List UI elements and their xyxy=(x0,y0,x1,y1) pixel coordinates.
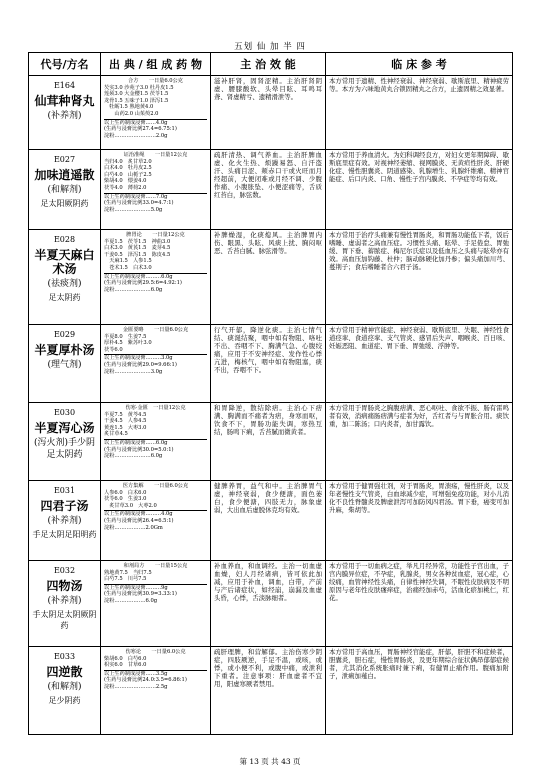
formula-category: (和解剂) xyxy=(47,185,82,195)
ingredient-line: 枳实6.0 甘草6.0 xyxy=(104,662,147,669)
prep-line: 以上生药制成浸膏……7.0g xyxy=(104,193,168,200)
cell-code-name xyxy=(29,403,101,481)
ingredient-line: 山药2.0 山茱萸2.0 xyxy=(104,110,159,117)
cell-code-name xyxy=(29,150,101,230)
prep-line: 淀粉…………………6.0g xyxy=(104,453,163,460)
cell-clinical: 本方常用于健胃强壮剂，对于胃肠炎，胃溃疡，慢性肝炎，以及年老慢性支气管炎，白血球减少症，可增强免疫功能，对小儿消化不良性脊髓炎及脾虚泄泻可加防风四君汤。胃下垂，癌变可加升麻，柴胡等。 xyxy=(326,481,513,561)
cell-clinical: 本方常用于胃肠炎之胸腹痞满、恶心呕吐、食欲不振、肠有雷鸣者有效，消病痛肠痞满与症者为好，舌红者与与胃胀合用。痰饮重，加二陈汤；口内炎者，加甘露饮。 xyxy=(326,403,513,481)
formula-meridian: 足太阴药 xyxy=(48,293,81,302)
page-footer: 第 13 页 共 43 页 xyxy=(239,757,301,766)
prep-line: 淀粉…………………5.0g xyxy=(104,206,163,213)
ingredient-line: 牡蛎1.5 熟地黄4.0 xyxy=(104,104,154,111)
cell-function: 健脾养胃，益气和中。主治脾胃气虚，神经衰弱，食少便溏，面色萎白，食少便溏，四肢无力，脉象虚弱，大出血后虚脱休克均有效。 xyxy=(211,481,326,561)
cell-source xyxy=(101,325,211,403)
formula-category: (泻火剂)手少阴足太阴药 xyxy=(33,438,96,460)
table-row xyxy=(29,150,513,230)
prep-line: (生药与浸膏比例24.0:3.5=6.86:1) xyxy=(104,677,187,684)
header-code: 代号/方名 xyxy=(29,53,101,76)
table-row xyxy=(29,481,513,561)
source-title: 合方 一日量6.0公克 xyxy=(128,78,183,84)
ingredient-line: 白术3.0 黄芪1.5 麦芽4.5 xyxy=(104,245,171,252)
prep-line: 淀粉…………………3.0g xyxy=(104,368,163,375)
formula-meridian: 手太阴足太阴厥阴药 xyxy=(32,610,97,630)
page-title: 五划 仙 加 半 四 xyxy=(234,42,306,52)
formula-category: (补养剂) xyxy=(47,596,82,606)
prep-line: (生药与浸膏比例29.5:6=4.92:1) xyxy=(104,280,182,287)
source-title: 和剂局方 一日量15公克 xyxy=(123,563,188,569)
cell-source xyxy=(101,561,211,647)
table-row xyxy=(29,76,513,150)
formula-code: E030 xyxy=(53,408,76,417)
source-title: 医方集解 一日量6.0公克 xyxy=(122,483,189,489)
cell-clinical: 本方常用于遗精、性神经衰弱、神经衰弱、歇斯底里、精神疲劳等。本方为六味地黄丸合锁固精丸之合方，止遗固精之效显著。 xyxy=(326,76,513,150)
formula-category: (和解剂) xyxy=(47,682,82,692)
ingredient-line: 龙骨1.5 五味子1.0 泽泻1.5 xyxy=(104,97,169,104)
ingredient-line: 炙甘草3.0 大枣2.0 xyxy=(104,502,157,509)
formula-name: 四君子汤 xyxy=(40,499,89,513)
formula-name: 半夏泻心汤 xyxy=(34,421,95,435)
formula-code: E032 xyxy=(53,566,76,575)
ingredient-line: 炙甘草4.5 xyxy=(104,431,128,438)
formula-category: (补养剂) xyxy=(47,516,82,526)
ingredient-line: 干姜0.5 泽泻1.5 陈皮4.5 xyxy=(104,251,171,258)
ingredient-line: 茯苓6.0 生姜3.0 xyxy=(104,496,147,503)
prep-line: 以上生药制成浸膏……3.5g xyxy=(104,670,168,677)
prep-line: 以上生药制成浸膏………6.0g xyxy=(104,273,173,280)
cell-function: 补脾燥湿，化痰熄风。主治脾胃内伤、眼黑、头眩、风痰上扰、胸闷呕恶、舌苔白腻、脉弦滑等。 xyxy=(211,230,326,325)
cell-clinical: 本方常用于一切血病之症，举凡月经异常，功能性子宫出血，子宫内膜异位症，不孕症，乳腺炎，男女各种贫血症，冠心症，心绞痛，血管神经性头痛，自律性神经失调，不眠性皮肤病及不明原因与老年性皮肤瘙痒症，治痛经加赤芍，活血化瘀加桃仁，红花。 xyxy=(326,561,513,647)
cell-source xyxy=(101,647,211,735)
ingredient-line: 莲须3.0 大金樱1.5 茯苓1.5 xyxy=(104,91,169,98)
prep-line: 淀粉………………6.0g xyxy=(104,597,158,604)
cell-code-name xyxy=(29,76,101,150)
ingredient-line: 熟地黄7.5 当归7.5 xyxy=(104,569,152,576)
formula-name: 加味逍遥散 xyxy=(34,168,95,182)
formula-name: 半夏厚朴汤 xyxy=(34,343,95,357)
ingredient-line: 茯苓4.0 薄荷2.0 xyxy=(104,184,147,191)
header-clinical: 临 床 参 考 xyxy=(326,53,513,76)
formula-code: E028 xyxy=(53,235,76,244)
ingredient-line: 茯苓6.0 xyxy=(104,346,123,353)
source-title: 脾胃论 一日量12公克 xyxy=(126,232,185,238)
prep-line: 淀粉……………………2.5g xyxy=(104,683,168,690)
table-row xyxy=(29,230,513,325)
prep-line: 以上生药制成浸膏………3.0g xyxy=(104,355,173,362)
formula-name: 四逆散 xyxy=(46,665,83,679)
prep-line: 以上生药制成浸膏……4.0g xyxy=(104,119,168,126)
cell-code-name xyxy=(29,325,101,403)
cell-code-name xyxy=(29,481,101,561)
source-title: 伤寒论 一日量6.0公克 xyxy=(125,649,186,655)
ingredient-line: 白术4.0 牡丹皮2.5 xyxy=(104,165,152,172)
ingredient-line: 苍术1.5 白术3.0 xyxy=(104,264,152,271)
ingredient-line: 人参6.0 白术6.0 xyxy=(104,489,147,496)
cell-source xyxy=(101,76,211,150)
cell-source xyxy=(101,150,211,230)
cell-code-name xyxy=(29,230,101,325)
header-function: 主 治 效 能 xyxy=(211,53,326,76)
source-title: 证治准绳 一日量12公克 xyxy=(123,152,188,158)
formula-code: E031 xyxy=(53,486,76,495)
prep-line: (生药与浸膏比例33.0=4.7:1) xyxy=(104,200,174,207)
cell-function: 滋补肝肾，固肾涩精。主治肝肾阴虚、腰膝酸软、头晕目眩、耳鸣耳聋、肾虚精亏、遗精滑泄等。 xyxy=(211,76,326,150)
formula-code: E027 xyxy=(53,155,76,164)
cell-function: 疏肝清热、调气养血。主治肝脾血虚、化火生热、烦躁易怒、自汗盗汗、头痛目涩、颊赤口干或火旺而月经超前，大便闭难或月经不调、少腹作痛、小腹胀坠、小便涩痛等，舌质红苔白，脉弦数。 xyxy=(211,150,326,230)
cell-function: 疏肝理脾，和营解郁。主治伤寒少阴症，四肢厥逆，手足不温，或咳，或悸，或小便不利，或腹中痛，或泄利下重者。注意事项：肝血虚者不宜用，阳虚寒厥者禁用。 xyxy=(211,647,326,735)
cell-clinical: 本方常用于精神官能症、神经衰弱、歇斯底里、失眠、神经性食道痉挛、食道痉挛、支气管炎、感冒后失声、咽喉炎、百日咳、妊娠恶阻、血道症、胃下垂、胃弛缓、浮肿等。 xyxy=(326,325,513,403)
formula-code: E029 xyxy=(53,330,76,339)
ingredient-line: 白芍4.0 山栀子2.5 xyxy=(104,171,152,178)
ingredient-line: 天麻1.5 人参1.5 xyxy=(104,258,152,265)
prep-line: (生药与浸膏比例30.9=3.33:1) xyxy=(104,591,177,598)
ingredient-line: 半夏7.5 黄芩4.5 xyxy=(104,411,147,418)
table-row xyxy=(29,325,513,403)
ingredient-line: 干姜4.5 人参4.5 xyxy=(104,418,147,425)
formula-table xyxy=(28,52,513,735)
ingredient-line: 半夏1.5 茯苓1.5 神曲3.0 xyxy=(104,238,171,245)
prep-line: 以上生药制成浸膏……6.0g xyxy=(104,439,168,446)
prep-line: 淀粉………………2.0Gm xyxy=(104,524,163,531)
formula-name: 四物汤 xyxy=(46,579,83,593)
prep-line: 以上生药制成浸膏………9g xyxy=(104,584,168,591)
source-title: 金匮要略 一日量6.0公克 xyxy=(122,327,189,333)
table-row xyxy=(29,403,513,481)
ingredient-line: 厚朴4.5 紫苏叶3.0 xyxy=(104,340,152,347)
cell-code-name xyxy=(29,647,101,735)
ingredient-line: 芡实3.0 沙苑子3.0 杜丹皮1.5 xyxy=(104,84,174,91)
prep-line: (生药与浸膏比例27.4=6.75:1) xyxy=(104,126,177,133)
cell-function: 行气开郁，降逆化痰。主治七情气结、痰涎结聚，咽中如有物阻、咯吐不出、吞咽不下、胸满气急、心腹绞痛，应用于不安神经症、发作性心悸亢进，梅核气，咽中如有物阻塞，痰不出，吞咽不下。 xyxy=(211,325,326,403)
prep-line: 淀粉……………………2.0g xyxy=(104,132,168,139)
table-header-row xyxy=(29,53,513,76)
cell-clinical: 本方常用于治疗头痛兼有慢性胃肠炎，和胃肠功能低下者，饭后嗜睡、虚弱者之高血压症。习惯性头痛、眩晕、手足倦怠、胃弛缓、胃下垂、蓄脓症、梅尼尔氏症以及低血压之头痛与眩晕亦有效。高血压加钩藤、杜仲；脑动脉硬化加丹参；偏头痛加川芎、蔓荆子；食后嗜睡者合六君子汤。 xyxy=(326,230,513,325)
header-source: 出 典 / 组 成 药 物 xyxy=(101,53,211,76)
table-row xyxy=(29,647,513,735)
ingredient-line: 柴胡6.0 白芍6.0 xyxy=(104,655,147,662)
formula-code: E033 xyxy=(53,652,76,661)
prep-line: (生药与浸膏比例30.0=5.0:1) xyxy=(104,446,174,453)
formula-meridian: 手足太阴足阳明药 xyxy=(32,530,97,539)
formula-code: E164 xyxy=(53,81,76,90)
table-row xyxy=(29,561,513,647)
formula-name: 半夏天麻白术汤 xyxy=(34,248,95,276)
cell-source xyxy=(101,481,211,561)
cell-source xyxy=(101,403,211,481)
formula-category: (理气剂) xyxy=(47,360,82,370)
formula-meridian: 足太阳厥阴药 xyxy=(40,199,89,208)
prep-line: 淀粉…………………6.0g xyxy=(104,286,163,293)
cell-clinical: 本方常用于高血压，胃肠神经官能症，肝郁，肝胆不和症候者，胆囊炎，胆石症，慢性胃肠炎，及更年期综合征状偶昂郁郁症候者，尤其消化系统胀痛时兼下痢，有健胃止痛作用。腹痛加附子，泄痢加薤白。 xyxy=(326,647,513,735)
cell-function: 和胃降逆，散结除痞。主治心下痞满、胸满而不痛者为痞，身寒而呕，饮食不下，胃肠功能失调，寒热互结，肠鸣下痢，舌苔腻而微黄者。 xyxy=(211,403,326,481)
ingredient-line: 半夏8.0 生姜7.5 xyxy=(104,333,147,340)
formula-meridian: 足少阴药 xyxy=(48,696,81,705)
formula-name: 仙茸种肾丸 xyxy=(34,94,95,108)
cell-function: 补血养血，和血调经。主治一切血虚血燥，妇人月经诸病，皆可依此加减，应用于补血，调血，白带，产前与产后诸症状，如经崩，崩漏及血虚头昏，心悸，舌淡脉细者。 xyxy=(211,561,326,647)
prep-line: (生药与浸膏比例26.4=6.5:1) xyxy=(104,517,174,524)
prep-line: (生药与浸膏比例29.0=9.66:1) xyxy=(104,361,177,368)
source-title: 伤寒·金匮 一日量12公克 xyxy=(125,405,186,411)
ingredient-line: 黄连1.5 大枣3.0 xyxy=(104,424,147,431)
cell-code-name xyxy=(29,561,101,647)
formula-category: (补养剂) xyxy=(47,111,82,121)
cell-source xyxy=(101,230,211,325)
formula-category: (祛痰剂) xyxy=(47,279,82,289)
ingredient-line: 白芍7.5 川芎7.5 xyxy=(104,576,147,583)
cell-clinical: 本方常用于养血清火。为妇科调经良方，对妇女更年期障碍、歇斯底里症有效。对视神经萎缩、视网膜炎、无黄疸性肝炎、肝硬化症、慢性胆囊炎、阴道感染、乳腺增生、乳腺纤维瘤、精神官能症、后口内炎、口角、慢性子宫内膜炎、不孕症等均有效。 xyxy=(326,150,513,230)
prep-line: 以上生药制成浸膏………4.0g xyxy=(104,511,173,518)
ingredient-line: 当归4.0 炙甘草2.0 xyxy=(104,158,152,165)
ingredient-line: 柴胡4.0 煨姜4.0 xyxy=(104,178,147,185)
